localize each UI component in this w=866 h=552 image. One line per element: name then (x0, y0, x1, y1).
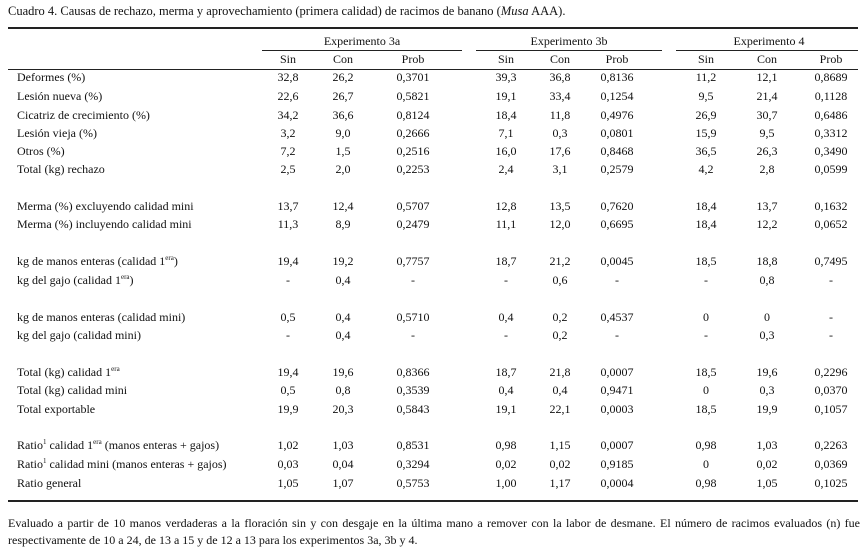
table-cell: 39,3 (495, 70, 517, 84)
row-label-label: kg de manos enteras (calidad 1 (17, 254, 166, 268)
table-cell: 0,8124 (396, 108, 430, 122)
group-header-exp3b: Experimento 3b (530, 34, 608, 48)
table-cell: 18,7 (495, 365, 517, 379)
table-cell: 12,8 (495, 199, 517, 213)
table-cell: 18,4 (695, 199, 717, 213)
table-cell: 4,2 (698, 162, 714, 176)
footnote: Evaluado a partir de 10 manos verdaderas a la floración sin y con desgaje en la última mano a remover con la labor de desmane. El número de racimos evaluados (n) fue respectivamente de 10 a 24, de 13 a 15 y de 12 a 13 para los experimentos 3a, 3b y 4. (8, 516, 860, 547)
row-label (17, 126, 97, 141)
table-cell: - (615, 273, 619, 287)
table-row (0, 438, 866, 456)
row-label (17, 383, 127, 398)
table-cell: 0,5821 (396, 89, 430, 103)
table-cell: 0,0007 (600, 438, 634, 452)
table-cell: 0,5 (280, 310, 296, 324)
table-row (0, 162, 866, 180)
row-label (17, 89, 102, 104)
table-cell: 18,4 (495, 108, 517, 122)
row-label-sup: era (165, 254, 174, 262)
table-cell: 11,1 (495, 217, 517, 231)
row-label-label-after: ) (173, 254, 178, 268)
table-cell: 12,0 (549, 217, 571, 231)
table-cell: 21,8 (549, 365, 571, 379)
table-cell: 22,6 (277, 89, 299, 103)
table-cell: - (704, 273, 708, 287)
table-cell: 0,4 (498, 383, 514, 397)
row-label-label-after: ) (129, 273, 134, 287)
table-cell: 0,02 (549, 457, 571, 471)
row-label (17, 457, 227, 472)
table-cell: 1,15 (549, 438, 571, 452)
table-cell: 2,5 (280, 162, 296, 176)
table-cell: - (504, 273, 508, 287)
table-cell: 21,2 (549, 254, 571, 268)
table-cell: 11,8 (549, 108, 571, 122)
table-cell: 0,4 (335, 328, 351, 342)
row-label (17, 70, 85, 85)
table-cell: 0,02 (495, 457, 517, 471)
table-cell: 17,6 (549, 144, 571, 158)
table-cell: 1,17 (549, 476, 571, 490)
table-cell: 0,3 (552, 126, 568, 140)
table-cell: 0,9185 (600, 457, 634, 471)
row-label-sup: era (120, 273, 130, 281)
row-label-label: Ratio (17, 438, 43, 452)
subheader-prob: Prob (401, 52, 425, 66)
bottom-rule-double (8, 501, 858, 502)
table-cell: 0,0007 (600, 365, 634, 379)
table-cell: 0,2296 (814, 365, 848, 379)
row-label-label: kg del gajo (calidad mini) (17, 328, 141, 342)
row-label-label-after: calidad 1 (46, 438, 94, 452)
row-label-label: Lesión vieja (%) (17, 126, 97, 140)
table-cell: 0 (764, 310, 770, 324)
table-cell: 0,1254 (600, 89, 634, 103)
table-cell: 18,5 (695, 402, 717, 416)
row-label-sup: era (111, 365, 120, 373)
table-cell: 0,4 (498, 310, 514, 324)
row-label (17, 438, 219, 453)
row-label (17, 402, 95, 417)
table-cell: 0,04 (332, 457, 354, 471)
table-cell: 0,4537 (600, 310, 634, 324)
table-cell: 0,98 (695, 476, 717, 490)
table-cell: 0,8468 (600, 144, 634, 158)
table-cell: 19,4 (277, 254, 299, 268)
table-cell: 0,0045 (600, 254, 634, 268)
table-cell: 0,3312 (814, 126, 848, 140)
row-label (17, 162, 105, 177)
subheader-sin: Sin (279, 52, 296, 66)
table-cell: 19,6 (332, 365, 354, 379)
table-cell: 9,5 (759, 126, 775, 140)
table-cell: 16,0 (495, 144, 517, 158)
caption-prefix: Cuadro 4. Causas de rechazo, merma y aprovechamiento (primera calidad) de racimos de banano ( (8, 4, 501, 18)
group-header-exp4: Experimento 4 (733, 34, 805, 48)
table-cell: 36,6 (332, 108, 354, 122)
row-label-label: Lesión nueva (%) (17, 89, 103, 103)
table-cell: 26,3 (756, 144, 778, 158)
table-cell: 0,3701 (396, 70, 430, 84)
table-cell: 0,8 (335, 383, 351, 397)
table-cell: 33,4 (549, 89, 571, 103)
table-cell: 30,7 (756, 108, 778, 122)
table-cell: - (504, 328, 508, 342)
row-label (17, 144, 65, 159)
table-cell: 1,02 (277, 438, 299, 452)
table-cell: 0 (703, 310, 709, 324)
table-cell: 2,8 (759, 162, 775, 176)
table-cell: 19,9 (756, 402, 778, 416)
table-cell: 0,2516 (396, 144, 430, 158)
row-label-label: Ratio general (17, 476, 82, 490)
table-cell: 0,7757 (396, 254, 430, 268)
table-cell: 0,8136 (600, 70, 634, 84)
top-rule-double (8, 28, 858, 29)
table-cell: 9,0 (335, 126, 351, 140)
subheader-prob: Prob (819, 52, 843, 66)
table-cell: 0,8 (759, 273, 775, 287)
table-cell: 0,03 (277, 457, 299, 471)
table-cell: 36,5 (695, 144, 717, 158)
table-cell: 0,1025 (814, 476, 848, 490)
table-cell: - (829, 328, 833, 342)
table-cell: 2,4 (498, 162, 514, 176)
subheader-con: Con (332, 52, 353, 66)
group-header-exp3a: Experimento 3a (323, 34, 401, 48)
table-cell: 12,1 (756, 70, 778, 84)
table-cell: 0,2479 (396, 217, 430, 231)
table-cell: 3,1 (552, 162, 568, 176)
table-cell: 7,2 (280, 144, 296, 158)
table-cell: 1,03 (332, 438, 354, 452)
row-label-label: Merma (%) excluyendo calidad mini (17, 199, 194, 213)
table-cell: 12,2 (756, 217, 778, 231)
table-row (0, 108, 866, 126)
table-cell: 26,7 (332, 89, 354, 103)
table-cell: 13,7 (277, 199, 299, 213)
row-label (17, 310, 185, 325)
row-label-label: Cicatriz de crecimiento (%) (17, 108, 150, 122)
table-cell: - (411, 328, 415, 342)
row-label-sup2: era (93, 438, 102, 446)
row-label (17, 476, 81, 491)
table-cell: 1,05 (756, 476, 778, 490)
table-cell: 0,1128 (814, 89, 848, 103)
table-cell: 26,9 (695, 108, 717, 122)
table-cell: 21,4 (756, 89, 778, 103)
table-cell: 0,3 (759, 383, 775, 397)
table-cell: 18,8 (756, 254, 778, 268)
table-cell: - (411, 273, 415, 287)
table-cell: 0,1057 (814, 402, 848, 416)
table-cell: 0,9471 (600, 383, 634, 397)
row-label (17, 365, 120, 380)
table-cell: 3,2 (280, 126, 296, 140)
table-cell: 0,4 (335, 310, 351, 324)
table-cell: 20,3 (332, 402, 354, 416)
row-label-label: Otros (%) (17, 144, 65, 158)
row-label (17, 254, 178, 269)
row-label-label-after: calidad mini (manos enteras + gajos) (46, 457, 227, 471)
table-row (0, 476, 866, 494)
table-row (0, 328, 866, 346)
table-cell: 0,2253 (396, 162, 430, 176)
table-cell: 0,02 (756, 457, 778, 471)
table-caption (8, 4, 565, 19)
table-cell: 0 (703, 383, 709, 397)
table-cell: 0,0801 (600, 126, 634, 140)
table-cell: 0,5710 (396, 310, 430, 324)
table-cell: 1,5 (335, 144, 351, 158)
table-cell: 0,2666 (396, 126, 430, 140)
table-cell: 19,9 (277, 402, 299, 416)
table-row (0, 402, 866, 420)
table-cell: - (829, 273, 833, 287)
table-cell: 0,1632 (814, 199, 848, 213)
row-label (17, 273, 134, 288)
row-label-sup: 1 (43, 457, 47, 465)
table-cell: 7,1 (498, 126, 514, 140)
table-cell: 0,6 (552, 273, 568, 287)
table-cell: 0,0599 (814, 162, 848, 176)
table-row (0, 457, 866, 475)
table-cell: 0,2 (552, 328, 568, 342)
table-cell: 19,1 (495, 89, 517, 103)
table-cell: 0,0370 (814, 383, 848, 397)
table-cell: 0,2 (552, 310, 568, 324)
row-label-label: kg de manos enteras (calidad mini) (17, 310, 186, 324)
table-row (0, 273, 866, 291)
table-cell: 0,8366 (396, 365, 430, 379)
row-label (17, 108, 150, 123)
row-label-sup: 1 (43, 438, 47, 446)
table-cell: 0 (703, 457, 709, 471)
table-cell: 0,8689 (814, 70, 848, 84)
table-cell: 19,1 (495, 402, 517, 416)
table-cell: 12,4 (332, 199, 354, 213)
row-label-label: Deformes (%) (17, 70, 86, 84)
table-cell: 22,1 (549, 402, 571, 416)
table-row (0, 89, 866, 107)
table-cell: 18,4 (695, 217, 717, 231)
table-cell: 19,4 (277, 365, 299, 379)
table-cell: - (286, 273, 290, 287)
table-cell: 19,2 (332, 254, 354, 268)
row-label-label: kg del gajo (calidad 1 (17, 273, 121, 287)
table-cell: 36,8 (549, 70, 571, 84)
caption-italic: Musa (500, 4, 529, 18)
table-cell: 0,4 (335, 273, 351, 287)
table-cell: 1,07 (332, 476, 354, 490)
table-cell: - (615, 328, 619, 342)
table-cell: 0,0004 (600, 476, 634, 490)
row-label-label: Total (kg) calidad mini (17, 383, 128, 397)
table-cell: 18,5 (695, 365, 717, 379)
row-label-label: Total exportable (17, 402, 96, 416)
table-cell: 0,0369 (814, 457, 848, 471)
table-cell: 0,7495 (814, 254, 848, 268)
table-cell: 18,5 (695, 254, 717, 268)
table-cell: 0,5 (280, 383, 296, 397)
table-cell: 0,8531 (396, 438, 430, 452)
subheader-prob: Prob (605, 52, 629, 66)
table-cell: 11,3 (277, 217, 299, 231)
table-cell: 9,5 (698, 89, 714, 103)
table-cell: 34,2 (277, 108, 299, 122)
table-cell: 0,3294 (396, 457, 430, 471)
row-label (17, 328, 141, 343)
row-label-label: Ratio (17, 457, 43, 471)
table-cell: 0,0652 (814, 217, 848, 231)
row-label-label: Total (kg) calidad 1 (17, 365, 112, 379)
table-cell: 0,3539 (396, 383, 430, 397)
table-cell: - (704, 328, 708, 342)
table-cell: 1,05 (277, 476, 299, 490)
table-row (0, 217, 866, 235)
group-rule-exp3b (476, 50, 662, 51)
table-cell: 13,7 (756, 199, 778, 213)
table-cell: 0,5843 (396, 402, 430, 416)
table-cell: 19,6 (756, 365, 778, 379)
table-row (0, 126, 866, 144)
table-row (0, 144, 866, 162)
table-cell: 0,98 (495, 438, 517, 452)
table-cell: 18,7 (495, 254, 517, 268)
table-cell: 0,5707 (396, 199, 430, 213)
row-label-label: Merma (%) incluyendo calidad mini (17, 217, 192, 231)
table-cell: 11,2 (695, 70, 717, 84)
row-label (17, 199, 194, 214)
table-row (0, 310, 866, 328)
table-cell: 0,3490 (814, 144, 848, 158)
table-cell: 32,8 (277, 70, 299, 84)
subheader-sin: Sin (697, 52, 714, 66)
table-cell: 0,4976 (600, 108, 634, 122)
table-row (0, 383, 866, 401)
subheader-con: Con (756, 52, 777, 66)
table-cell: 0,2263 (814, 438, 848, 452)
row-label-label: Total (kg) rechazo (17, 162, 105, 176)
table-cell: 1,00 (495, 476, 517, 490)
table-cell: 0,0003 (600, 402, 634, 416)
table-cell: - (286, 328, 290, 342)
table-cell: 0,6695 (600, 217, 634, 231)
table-row (0, 365, 866, 383)
table-cell: 0,3 (759, 328, 775, 342)
table-cell: 0,6486 (814, 108, 848, 122)
row-label (17, 217, 192, 232)
group-rule-exp3a (262, 50, 462, 51)
table-cell: 0,5753 (396, 476, 430, 490)
table-cell: 13,5 (549, 199, 571, 213)
subheader-con: Con (549, 52, 570, 66)
caption-suffix: AAA). (528, 4, 566, 18)
table-row (0, 254, 866, 272)
table-cell: 0,4 (552, 383, 568, 397)
table-row (0, 70, 866, 88)
table-cell: 8,9 (335, 217, 351, 231)
group-rule-exp4 (676, 50, 858, 51)
subheader-sin: Sin (497, 52, 514, 66)
table-cell: 26,2 (332, 70, 354, 84)
table-cell: 0,98 (695, 438, 717, 452)
table-cell: 15,9 (695, 126, 717, 140)
table-cell: 0,7620 (600, 199, 634, 213)
table-cell: 1,03 (756, 438, 778, 452)
table-row (0, 199, 866, 217)
table-cell: 2,0 (335, 162, 351, 176)
table-cell: - (829, 310, 833, 324)
row-label-label-after2: (manos enteras + gajos) (101, 438, 220, 452)
table-cell: 0,2579 (600, 162, 634, 176)
